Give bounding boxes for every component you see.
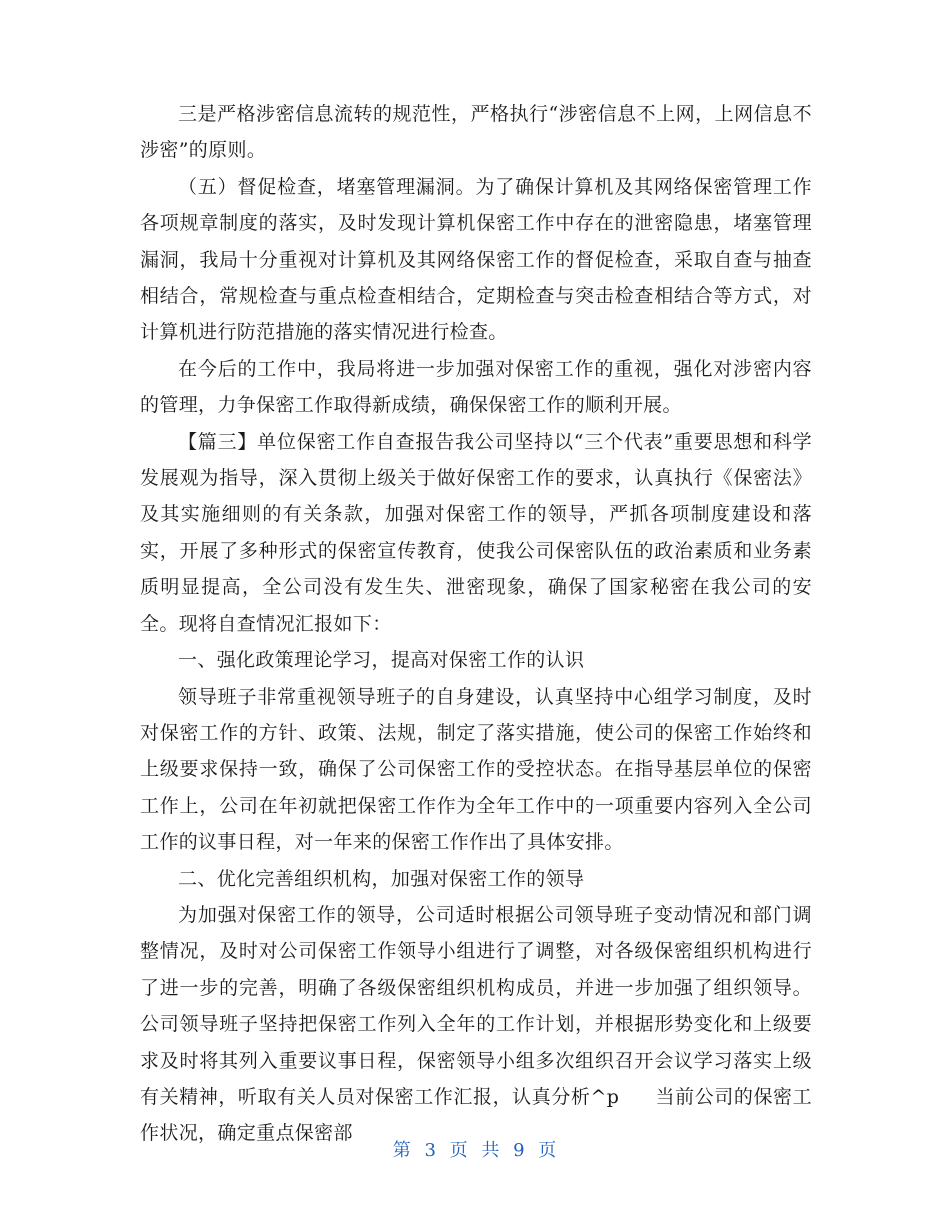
section-heading-1: 一、强化政策理论学习，提高对保密工作的认识 <box>178 649 585 672</box>
paragraph-3: 在今后的工作中，我局将进一步加强对保密工作的重视，强化对涉密内容的管理，力争保密工作取得新成绩，确保保密工作的顺利开展。 <box>140 357 812 417</box>
paragraph-5: 领导班子非常重视领导班子的自身建设，认真坚持中心组学习制度，及时对保密工作的方针、政策、法规，制定了落实措施，使公司的保密工作始终和上级要求保持一致，确保了公司保密工作的受控状态。在指导基层单位的保密工作上，公司在年初就把保密工作作为全年工作中的一项重要内容列入全公司工作的议事日程，对一年来的保密工作作出了具体安排。 <box>140 685 812 854</box>
paragraph-2: （五）督促检查，堵塞管理漏洞。为了确保计算机及其网络保密管理工作各项规章制度的落实，及时发现计算机保密工作中存在的泄密隐患，堵塞管理漏洞，我局十分重视对计算机及其网络保密工作的督促检查，采取自查与抽查相结合，常规检查与重点检查相结合，定期检查与突击检查相结合等方式，对计算机进行防范措施的落实情况进行检查。 <box>140 175 812 344</box>
page-footer <box>0 1136 950 1162</box>
paragraph-6 <box>140 897 812 1152</box>
footer-total-unit: 页 <box>538 1140 558 1161</box>
footer-page-word: 第 <box>392 1140 412 1161</box>
document-body <box>140 96 812 1152</box>
footer-total-word: 共 <box>481 1140 501 1161</box>
section-heading-2: 二、优化完善组织机构，加强对保密工作的领导 <box>178 867 585 890</box>
paragraph-1: 三是严格涉密信息流转的规范性，严格执行“涉密信息不上网，上网信息不涉密”的原则。 <box>140 103 812 162</box>
footer-page-number: 3 <box>424 1140 437 1161</box>
paragraph-4: 【篇三】单位保密工作自查报告我公司坚持以“三个代表”重要思想和科学发展观为指导，深入贯彻上级关于做好保密工作的要求，认真执行《保密法》及其实施细则的有关条款，加强对保密工作的领导，严抓各项制度建设和落实，开展了多种形式的保密宣传教育，使我公司保密队伍的政治素质和业务素质明显提高，全公司没有发生失、泄密现象，确保了国家秘密在我公司的安全。现将自查情况汇报如下： <box>140 430 812 635</box>
paragraph-6-text: 为加强对保密工作的领导，公司适时根据公司领导班子变动情况和部门调整情况，及时对公司保密工作领导小组进行了调整，对各级保密组织机构进行了进一步的完善，明确了各级保密组织机构成员，并进一步加强了组织领导。公司领导班子坚持把保密工作列入全年的工作计划，并根据形势变化和上级要求及时将其列入重要议事日程，保密领导小组多次组织召开会议学习落实上级有关精神，听取有关人员对保密工作汇报，认真分析^p <box>140 903 812 1108</box>
footer-total-pages: 9 <box>513 1140 526 1161</box>
paragraph-6-tail: 当前公司的保密工作状况，确定重点保密部 <box>140 1085 812 1145</box>
footer-page-unit: 页 <box>449 1140 469 1161</box>
